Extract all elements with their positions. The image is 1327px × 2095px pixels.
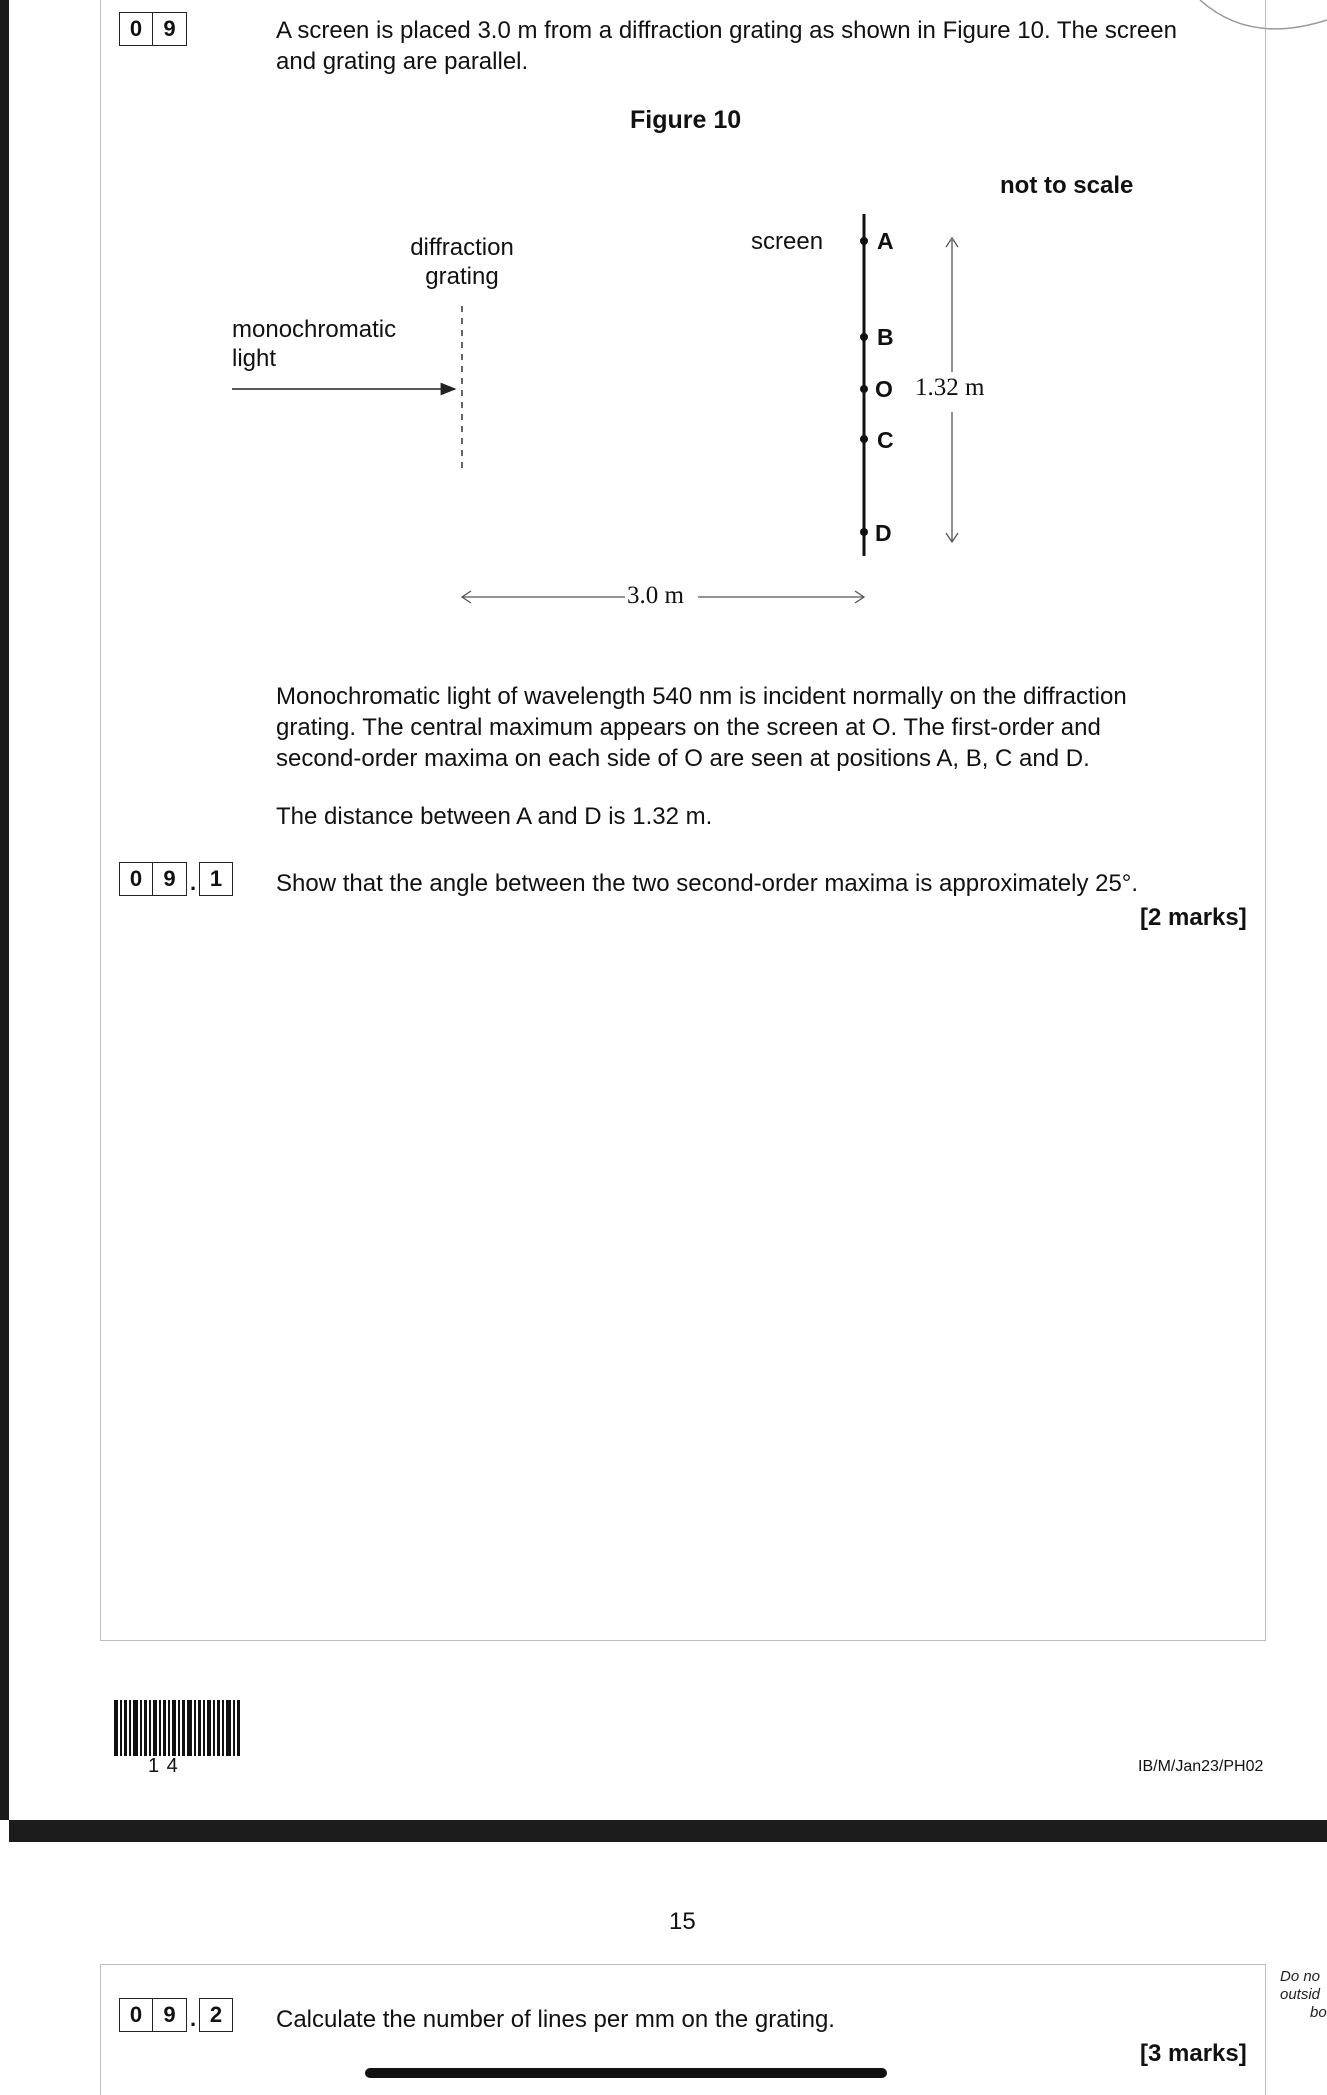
page-divider [9, 1820, 1327, 1842]
question-intro-line2: and grating are parallel. [276, 48, 529, 75]
part2-digit: 2 [199, 1998, 233, 2032]
not-to-scale-note: not to scale [1000, 172, 1134, 199]
light-label-line1: monochromatic [232, 316, 397, 343]
point-label-c: C [877, 427, 894, 453]
point-d-dot [860, 528, 868, 536]
question-intro-line1: A screen is placed 3.0 m from a diffraction grating as shown in Figure 10. The screen [276, 17, 1177, 44]
grating-label-line2: grating [425, 263, 499, 290]
part2-dot: . [189, 2006, 197, 2031]
question-digit: 9 [153, 12, 187, 46]
paper-code: IB/M/Jan23/PH02 [1138, 1758, 1264, 1775]
point-b-dot [860, 333, 868, 341]
point-c-dot [860, 435, 868, 443]
body-para-line1: Monochromatic light of wavelength 540 nm is incident normally on the diffraction [276, 683, 1127, 710]
body-para-line2: grating. The central maximum appears on the screen at O. The first-order and [276, 714, 1101, 741]
point-label-a: A [877, 228, 894, 254]
part2-digit: 0 [119, 1998, 153, 2032]
barcode-digits: 1 4 [148, 1755, 179, 1777]
part1-marks: [2 marks] [1140, 904, 1247, 931]
part2-question: Calculate the number of lines per mm on the grating. [276, 2006, 835, 2033]
light-label-line2: light [232, 345, 277, 372]
home-indicator[interactable] [365, 2068, 887, 2078]
question-digit: 0 [119, 12, 153, 46]
body-para-line3: second-order maxima on each side of O are seen at positions A, B, C and D. [276, 745, 1090, 772]
part1-digit: 9 [153, 862, 187, 896]
part2-marks: [3 marks] [1140, 2040, 1247, 2067]
margin-note-line3: bo [1310, 2004, 1327, 2021]
part2-digit: 9 [153, 1998, 187, 2032]
margin-note-line1: Do no [1280, 1968, 1321, 1985]
part1-digit: 0 [119, 862, 153, 896]
margin-note [1280, 1968, 1327, 2022]
screen-label: screen [751, 228, 824, 255]
part1-dot: . [189, 870, 197, 895]
distance-statement: The distance between A and D is 1.32 m. [276, 803, 713, 830]
part1-number [119, 862, 233, 896]
barcode-icon [112, 1700, 242, 1758]
diffraction-diagram [0, 0, 1327, 620]
screen-distance-label: 3.0 m [627, 582, 684, 609]
grating-label-line1: diffraction [410, 234, 514, 261]
margin-note-line2: outsid [1280, 1986, 1321, 2003]
page-number: 15 [669, 1908, 696, 1935]
point-label-b: B [877, 324, 894, 350]
part1-question: Show that the angle between the two second-order maxima is approximately 25°. [276, 870, 1139, 897]
ad-distance-label: 1.32 m [915, 374, 985, 401]
point-a-dot [860, 237, 868, 245]
part2-number [119, 1998, 233, 2032]
figure-title: Figure 10 [630, 106, 742, 134]
point-label-o: O [875, 376, 893, 402]
part1-digit: 1 [199, 862, 233, 896]
point-label-d: D [875, 520, 892, 546]
point-o-dot [860, 385, 868, 393]
